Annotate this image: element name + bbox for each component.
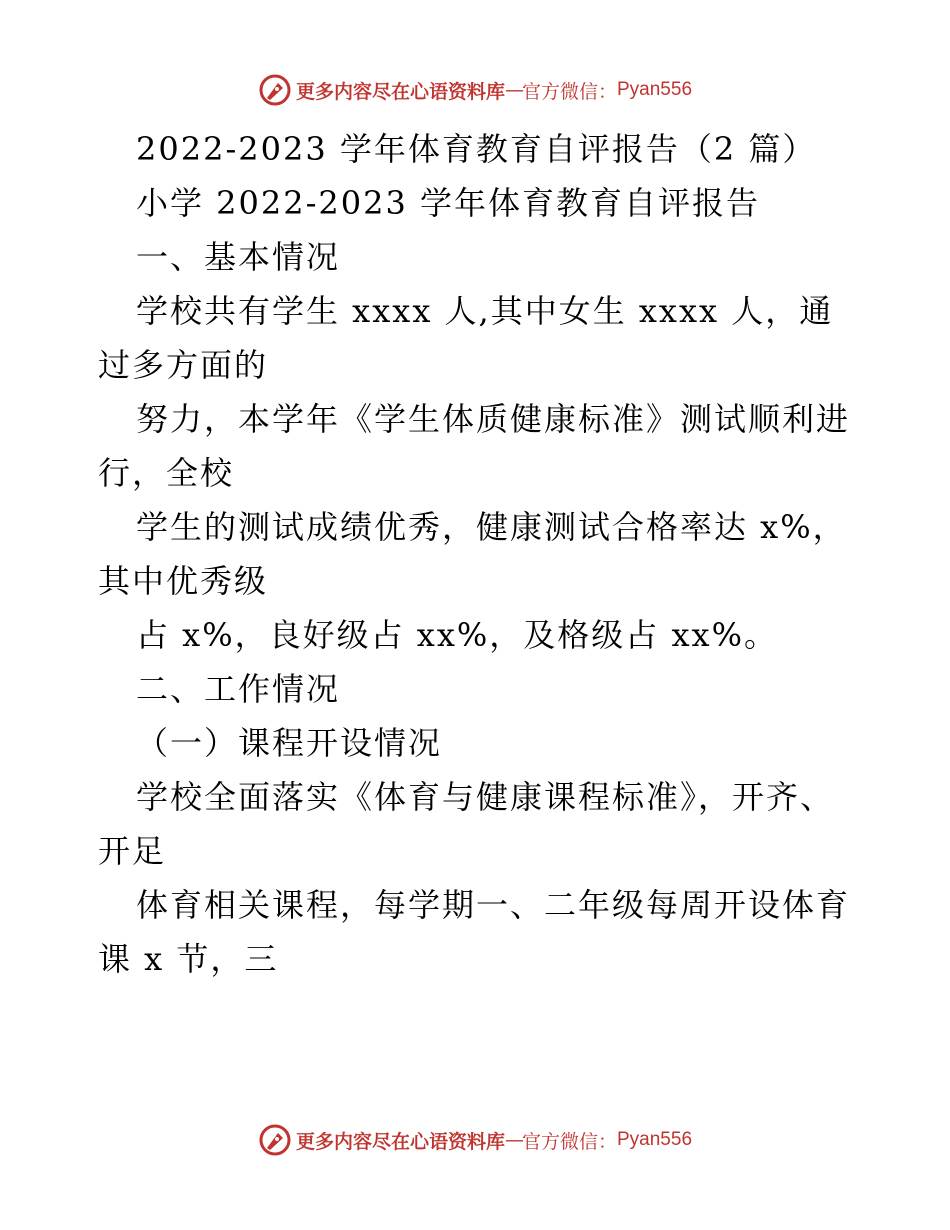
paragraph-line: 学生的测试成绩优秀，健康测试合格率达 x%， [136,508,847,546]
document-subtitle: 小学 2022-2023 学年体育教育自评报告 [136,184,761,222]
paragraph-line: 学校共有学生 xxxx 人,其中女生 xxxx 人，通 [136,292,834,330]
paragraph-line: 其中优秀级 [98,562,269,600]
subsection-heading: （一）课程开设情况 [136,724,443,762]
paragraph-line: 过多方面的 [98,346,269,384]
section-heading: 一、基本情况 [136,238,341,276]
header-watermark [0,70,950,110]
watermark-text: 更多内容尽在心语资料库 [295,80,505,103]
pen-nib-circle-icon [258,1123,292,1157]
pen-nib-circle-icon [258,73,292,107]
watermark-label: 官方微信： [521,1130,617,1153]
paragraph-line: 占 x%，良好级占 xx%，及格级占 xx%。 [136,616,778,654]
watermark-text: 更多内容尽在心语资料库 [295,1130,505,1153]
document-title: 2022-2023 学年体育教育自评报告（2 篇） [136,130,817,168]
paragraph-line: 行，全校 [98,454,235,492]
watermark-separator: — [504,1129,522,1151]
paragraph-line: 体育相关课程，每学期一、二年级每周开设体育 [136,886,851,924]
paragraph-line: 课 x 节，三 [98,940,279,978]
watermark-account: Pyan556 [617,1129,693,1150]
footer-watermark [0,1120,950,1160]
paragraph-line: 努力，本学年《学生体质健康标准》测试顺利进 [136,400,851,438]
section-heading: 二、工作情况 [136,670,341,708]
paragraph-line: 学校全面落实《体育与健康课程标准》，开齐、 [136,778,835,816]
paragraph-line: 开足 [98,832,167,870]
watermark-account: Pyan556 [617,79,693,100]
document-body [98,122,858,986]
watermark-separator: — [504,79,522,101]
watermark-label: 官方微信： [521,80,617,103]
